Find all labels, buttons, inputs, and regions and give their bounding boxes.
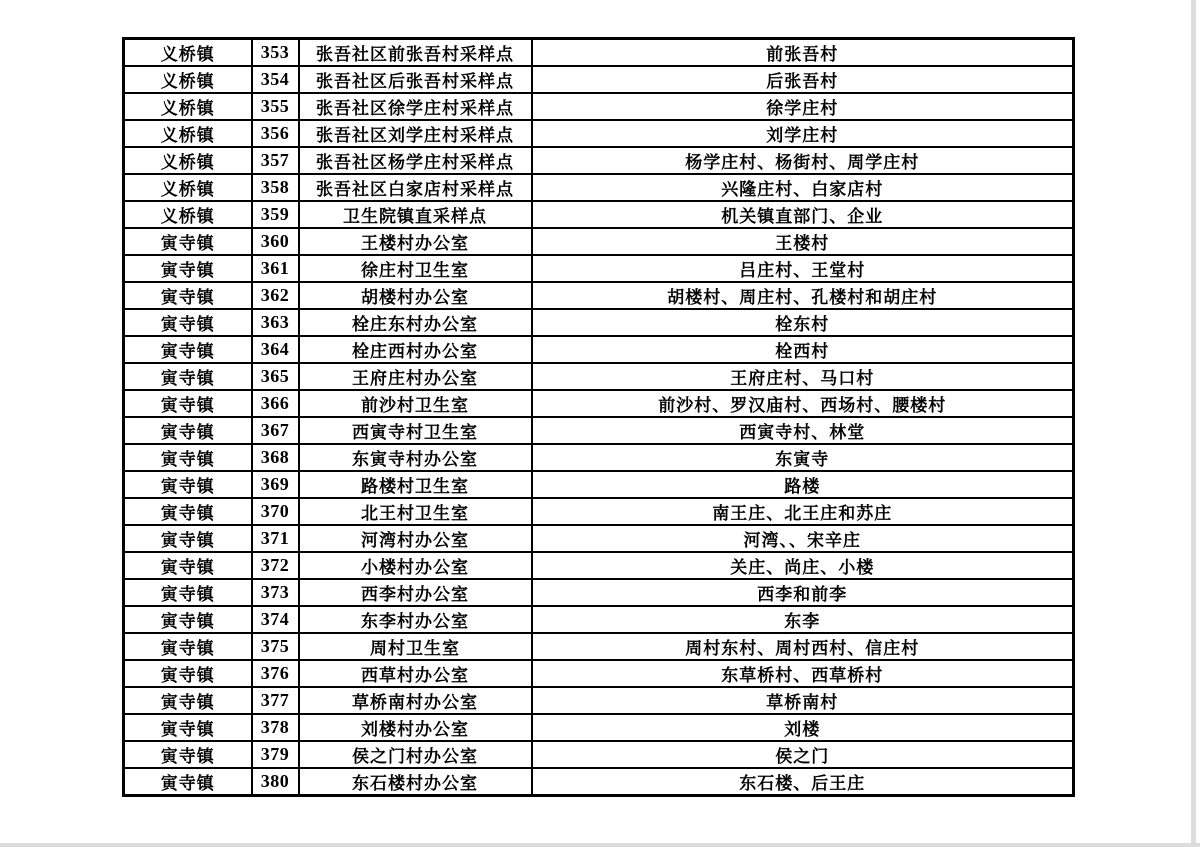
cell-no: 364 bbox=[252, 336, 299, 363]
cell-site: 张吾社区刘学庄村采样点 bbox=[299, 120, 532, 147]
cell-no: 353 bbox=[252, 39, 299, 67]
cell-site: 前沙村卫生室 bbox=[299, 390, 532, 417]
cell-site: 西寅寺村卫生室 bbox=[299, 417, 532, 444]
cell-site: 小楼村办公室 bbox=[299, 552, 532, 579]
cell-villages: 东草桥村、西草桥村 bbox=[532, 660, 1074, 687]
cell-no: 357 bbox=[252, 147, 299, 174]
cell-town: 寅寺镇 bbox=[124, 714, 252, 741]
cell-town: 寅寺镇 bbox=[124, 552, 252, 579]
cell-no: 380 bbox=[252, 768, 299, 796]
cell-town: 寅寺镇 bbox=[124, 660, 252, 687]
cell-site: 路楼村卫生室 bbox=[299, 471, 532, 498]
cell-town: 义桥镇 bbox=[124, 147, 252, 174]
cell-site: 王府庄村办公室 bbox=[299, 363, 532, 390]
cell-villages: 刘学庄村 bbox=[532, 120, 1074, 147]
cell-town: 寅寺镇 bbox=[124, 687, 252, 714]
cell-town: 寅寺镇 bbox=[124, 417, 252, 444]
table-row bbox=[124, 93, 1074, 120]
cell-site: 西李村办公室 bbox=[299, 579, 532, 606]
cell-no: 355 bbox=[252, 93, 299, 120]
cell-villages: 前沙村、罗汉庙村、西场村、腰楼村 bbox=[532, 390, 1074, 417]
cell-town: 寅寺镇 bbox=[124, 336, 252, 363]
cell-no: 375 bbox=[252, 633, 299, 660]
cell-no: 368 bbox=[252, 444, 299, 471]
cell-site: 栓庄东村办公室 bbox=[299, 309, 532, 336]
table-row bbox=[124, 228, 1074, 255]
cell-town: 寅寺镇 bbox=[124, 741, 252, 768]
cell-villages: 周村东村、周村西村、信庄村 bbox=[532, 633, 1074, 660]
cell-site: 张吾社区后张吾村采样点 bbox=[299, 66, 532, 93]
cell-villages: 前张吾村 bbox=[532, 39, 1074, 67]
cell-site: 周村卫生室 bbox=[299, 633, 532, 660]
cell-no: 378 bbox=[252, 714, 299, 741]
cell-no: 358 bbox=[252, 174, 299, 201]
cell-site: 张吾社区白家店村采样点 bbox=[299, 174, 532, 201]
cell-town: 寅寺镇 bbox=[124, 579, 252, 606]
cell-town: 寅寺镇 bbox=[124, 309, 252, 336]
cell-villages: 王楼村 bbox=[532, 228, 1074, 255]
cell-no: 360 bbox=[252, 228, 299, 255]
cell-town: 寅寺镇 bbox=[124, 282, 252, 309]
table-row bbox=[124, 336, 1074, 363]
cell-villages: 东寅寺 bbox=[532, 444, 1074, 471]
cell-site: 东李村办公室 bbox=[299, 606, 532, 633]
cell-town: 寅寺镇 bbox=[124, 768, 252, 796]
table-row bbox=[124, 660, 1074, 687]
cell-town: 寅寺镇 bbox=[124, 633, 252, 660]
cell-town: 义桥镇 bbox=[124, 174, 252, 201]
cell-villages: 西寅寺村、林堂 bbox=[532, 417, 1074, 444]
cell-town: 寅寺镇 bbox=[124, 255, 252, 282]
cell-town: 寅寺镇 bbox=[124, 471, 252, 498]
table-row bbox=[124, 39, 1074, 67]
table-row bbox=[124, 579, 1074, 606]
cell-villages: 侯之门 bbox=[532, 741, 1074, 768]
cell-villages: 刘楼 bbox=[532, 714, 1074, 741]
cell-no: 367 bbox=[252, 417, 299, 444]
cell-no: 371 bbox=[252, 525, 299, 552]
cell-no: 363 bbox=[252, 309, 299, 336]
table-row bbox=[124, 201, 1074, 228]
cell-villages: 杨学庄村、杨街村、周学庄村 bbox=[532, 147, 1074, 174]
cell-villages: 东石楼、后王庄 bbox=[532, 768, 1074, 796]
table-row bbox=[124, 255, 1074, 282]
cell-site: 王楼村办公室 bbox=[299, 228, 532, 255]
cell-no: 377 bbox=[252, 687, 299, 714]
page-bottom-edge bbox=[0, 843, 1200, 847]
cell-villages: 徐学庄村 bbox=[532, 93, 1074, 120]
cell-no: 370 bbox=[252, 498, 299, 525]
table-row bbox=[124, 633, 1074, 660]
cell-no: 374 bbox=[252, 606, 299, 633]
cell-site: 卫生院镇直采样点 bbox=[299, 201, 532, 228]
table-row bbox=[124, 309, 1074, 336]
cell-town: 寅寺镇 bbox=[124, 444, 252, 471]
cell-no: 366 bbox=[252, 390, 299, 417]
cell-villages: 路楼 bbox=[532, 471, 1074, 498]
table-row bbox=[124, 66, 1074, 93]
cell-site: 徐庄村卫生室 bbox=[299, 255, 532, 282]
table-row bbox=[124, 471, 1074, 498]
cell-site: 东石楼村办公室 bbox=[299, 768, 532, 796]
cell-no: 354 bbox=[252, 66, 299, 93]
cell-villages: 草桥南村 bbox=[532, 687, 1074, 714]
table-row bbox=[124, 363, 1074, 390]
cell-town: 义桥镇 bbox=[124, 201, 252, 228]
cell-no: 365 bbox=[252, 363, 299, 390]
cell-town: 义桥镇 bbox=[124, 39, 252, 67]
table-row bbox=[124, 282, 1074, 309]
cell-villages: 栓东村 bbox=[532, 309, 1074, 336]
cell-villages: 王府庄村、马口村 bbox=[532, 363, 1074, 390]
cell-site: 栓庄西村办公室 bbox=[299, 336, 532, 363]
table-row bbox=[124, 417, 1074, 444]
table-row bbox=[124, 552, 1074, 579]
cell-site: 东寅寺村办公室 bbox=[299, 444, 532, 471]
table-row bbox=[124, 444, 1074, 471]
cell-no: 376 bbox=[252, 660, 299, 687]
cell-no: 372 bbox=[252, 552, 299, 579]
cell-villages: 南王庄、北王庄和苏庄 bbox=[532, 498, 1074, 525]
cell-site: 北王村卫生室 bbox=[299, 498, 532, 525]
cell-villages: 西李和前李 bbox=[532, 579, 1074, 606]
cell-villages: 东李 bbox=[532, 606, 1074, 633]
table-row bbox=[124, 147, 1074, 174]
cell-villages: 胡楼村、周庄村、孔楼村和胡庄村 bbox=[532, 282, 1074, 309]
cell-villages: 机关镇直部门、企业 bbox=[532, 201, 1074, 228]
sampling-points-table bbox=[122, 37, 1075, 797]
cell-site: 张吾社区杨学庄村采样点 bbox=[299, 147, 532, 174]
table-row bbox=[124, 390, 1074, 417]
cell-site: 张吾社区徐学庄村采样点 bbox=[299, 93, 532, 120]
cell-town: 寅寺镇 bbox=[124, 228, 252, 255]
cell-town: 义桥镇 bbox=[124, 93, 252, 120]
table-row bbox=[124, 687, 1074, 714]
table-row bbox=[124, 498, 1074, 525]
cell-site: 西草村办公室 bbox=[299, 660, 532, 687]
cell-town: 寅寺镇 bbox=[124, 606, 252, 633]
cell-town: 寅寺镇 bbox=[124, 525, 252, 552]
cell-no: 359 bbox=[252, 201, 299, 228]
cell-no: 379 bbox=[252, 741, 299, 768]
cell-villages: 栓西村 bbox=[532, 336, 1074, 363]
cell-town: 寅寺镇 bbox=[124, 363, 252, 390]
table-row bbox=[124, 174, 1074, 201]
cell-no: 369 bbox=[252, 471, 299, 498]
cell-villages: 河湾、、宋辛庄 bbox=[532, 525, 1074, 552]
cell-villages: 兴隆庄村、白家店村 bbox=[532, 174, 1074, 201]
cell-villages: 后张吾村 bbox=[532, 66, 1074, 93]
table-row bbox=[124, 606, 1074, 633]
cell-site: 胡楼村办公室 bbox=[299, 282, 532, 309]
cell-site: 草桥南村办公室 bbox=[299, 687, 532, 714]
cell-town: 寅寺镇 bbox=[124, 498, 252, 525]
cell-town: 寅寺镇 bbox=[124, 390, 252, 417]
table-row bbox=[124, 525, 1074, 552]
table-row bbox=[124, 714, 1074, 741]
sampling-table-body bbox=[124, 39, 1074, 796]
table-row bbox=[124, 741, 1074, 768]
table-row bbox=[124, 120, 1074, 147]
cell-town: 义桥镇 bbox=[124, 120, 252, 147]
page-right-edge bbox=[1191, 0, 1196, 847]
cell-villages: 吕庄村、王堂村 bbox=[532, 255, 1074, 282]
table-row bbox=[124, 768, 1074, 796]
cell-no: 356 bbox=[252, 120, 299, 147]
cell-site: 侯之门村办公室 bbox=[299, 741, 532, 768]
cell-site: 河湾村办公室 bbox=[299, 525, 532, 552]
cell-villages: 关庄、尚庄、小楼 bbox=[532, 552, 1074, 579]
cell-site: 张吾社区前张吾村采样点 bbox=[299, 39, 532, 67]
cell-town: 义桥镇 bbox=[124, 66, 252, 93]
cell-no: 373 bbox=[252, 579, 299, 606]
cell-no: 361 bbox=[252, 255, 299, 282]
cell-no: 362 bbox=[252, 282, 299, 309]
cell-site: 刘楼村办公室 bbox=[299, 714, 532, 741]
